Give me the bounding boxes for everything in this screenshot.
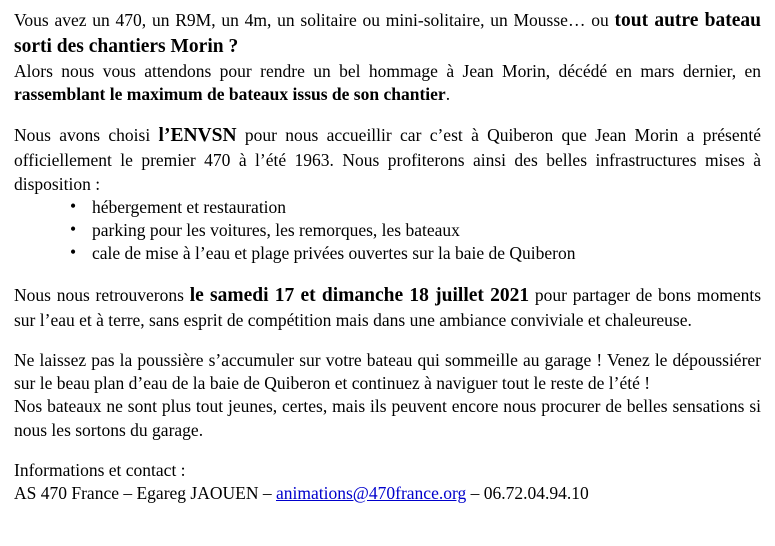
date-part1: Nous nous retrouverons [14, 284, 190, 305]
contact-email-link[interactable]: animations@470france.org [275, 483, 467, 504]
hommage-tail: . [445, 84, 451, 105]
spacer [14, 332, 761, 349]
list-item: • hébergement et restauration [70, 196, 761, 219]
contact-heading: Informations et contact : [14, 459, 186, 480]
spacer [14, 266, 761, 283]
date-part2: pour partager de bons moments sur l’eau et à terre, sans esprit de compétition mais dans une ambiance conviviale et chaleureuse. [14, 284, 762, 330]
intro-line1-tail: ? [223, 35, 239, 57]
contact-phone: – 06.72.04.94.10 [466, 483, 589, 504]
list-item: • cale de mise à l’eau et plage privées ouvertes sur la baie de Quiberon [70, 242, 761, 265]
contact-org: AS 470 France – Egareg JAOUEN – [14, 483, 276, 504]
dust-paragraph: Ne laissez pas la poussière s’accumuler sur votre bateau qui sommeille au garage ! Venez le dépoussiérer sur le beau plan d’eau de la baie de Quiberon et continuez à naviguer tout le reste de l’été ! [14, 349, 761, 394]
list-item: • parking pour les voitures, les remorques, les bateaux [70, 219, 761, 242]
envsn-part2: pour nous accueillir car c’est à Quiberon que Jean Morin a présenté officiellement le premier 470 à l’été 1963. Nous profiterons ainsi des belles infrastructures mises à disposition : [14, 125, 761, 194]
intro-line1-bold: tout autre bateau sorti des chantiers Morin [14, 10, 761, 57]
contact-line [14, 482, 761, 505]
intro-line1-normal: Vous avez un 470, un R9M, un 4m, un solitaire ou mini-solitaire, un Mousse… ou [14, 10, 615, 30]
intro-paragraph [14, 8, 761, 60]
date-paragraph [14, 283, 761, 332]
date-bold: le samedi 17 et dimanche 18 juillet 2021 [189, 284, 530, 306]
boats-paragraph: Nos bateaux ne sont plus tout jeunes, certes, mais ils peuvent encore nous procurer de belles sensations si nous les sortons du garage. [14, 396, 761, 440]
hommage-normal: Alors nous vous attendons pour rendre un bel hommage à Jean Morin, décédé en mars dernier, en [14, 60, 761, 81]
hommage-paragraph [14, 60, 761, 107]
hommage-bold: rassemblant le maximum de bateaux issus de son chantier [14, 84, 446, 105]
envsn-bold: l’ENVSN [158, 125, 237, 147]
infrastructure-list [14, 196, 761, 266]
envsn-paragraph [14, 123, 761, 195]
spacer [14, 106, 761, 123]
envsn-part1: Nous avons choisi [14, 125, 159, 146]
spacer [14, 442, 761, 459]
